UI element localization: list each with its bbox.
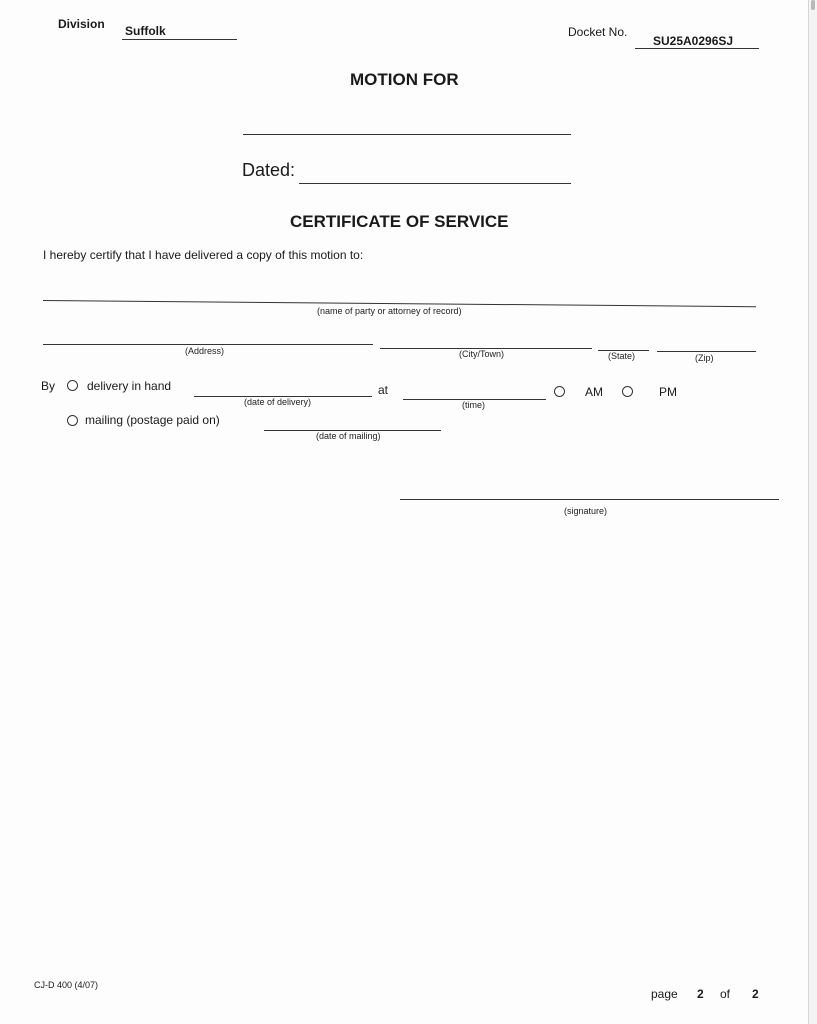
by-label: By	[41, 379, 56, 393]
delivery-in-hand-label: delivery in hand	[87, 379, 172, 393]
at-label: at	[378, 383, 389, 397]
division-value: Suffolk	[125, 24, 166, 38]
division-underline	[122, 39, 237, 40]
form-id: CJ-D 400 (4/07)	[34, 980, 99, 990]
signature-caption: (signature)	[564, 506, 608, 516]
motion-title: MOTION FOR	[350, 70, 459, 89]
docket-value: SU25A0296SJ	[653, 34, 734, 48]
dated-line	[299, 183, 571, 184]
motion-line	[243, 134, 571, 135]
certificate-statement: I hereby certify that I have delivered a copy of this motion to:	[43, 248, 364, 262]
date-of-mailing-caption: (date of mailing)	[316, 431, 381, 441]
docket-label: Docket No.	[568, 25, 628, 39]
zip-line	[657, 351, 756, 352]
delivery-in-hand-radio[interactable]	[67, 380, 78, 391]
page-number: 2	[697, 987, 704, 1001]
of-label: of	[720, 987, 731, 1001]
pm-radio[interactable]	[622, 386, 633, 397]
date-of-delivery-caption: (date of delivery)	[244, 397, 312, 407]
am-radio[interactable]	[554, 386, 565, 397]
vertical-scrollbar[interactable]	[809, 0, 817, 1024]
scrollbar-thumb[interactable]	[811, 0, 815, 10]
mailing-label: mailing (postage paid on)	[85, 413, 220, 427]
certificate-title: CERTIFICATE OF SERVICE	[290, 212, 509, 231]
zip-caption: (Zip)	[695, 353, 714, 363]
dated-label: Dated:	[242, 160, 296, 180]
pm-label: PM	[659, 385, 677, 399]
am-label: AM	[585, 385, 603, 399]
signature-line	[400, 499, 779, 500]
time-caption: (time)	[462, 400, 485, 410]
division-label: Division	[58, 17, 105, 31]
address-caption: (Address)	[185, 346, 225, 356]
address-line	[43, 344, 373, 345]
page-total: 2	[752, 987, 759, 1001]
city-caption: (City/Town)	[459, 349, 505, 359]
name-caption: (name of party or attorney of record)	[317, 306, 462, 316]
docket-underline	[635, 48, 759, 49]
mailing-radio[interactable]	[67, 415, 78, 426]
page-label: page	[651, 987, 678, 1001]
state-caption: (State)	[608, 351, 636, 361]
